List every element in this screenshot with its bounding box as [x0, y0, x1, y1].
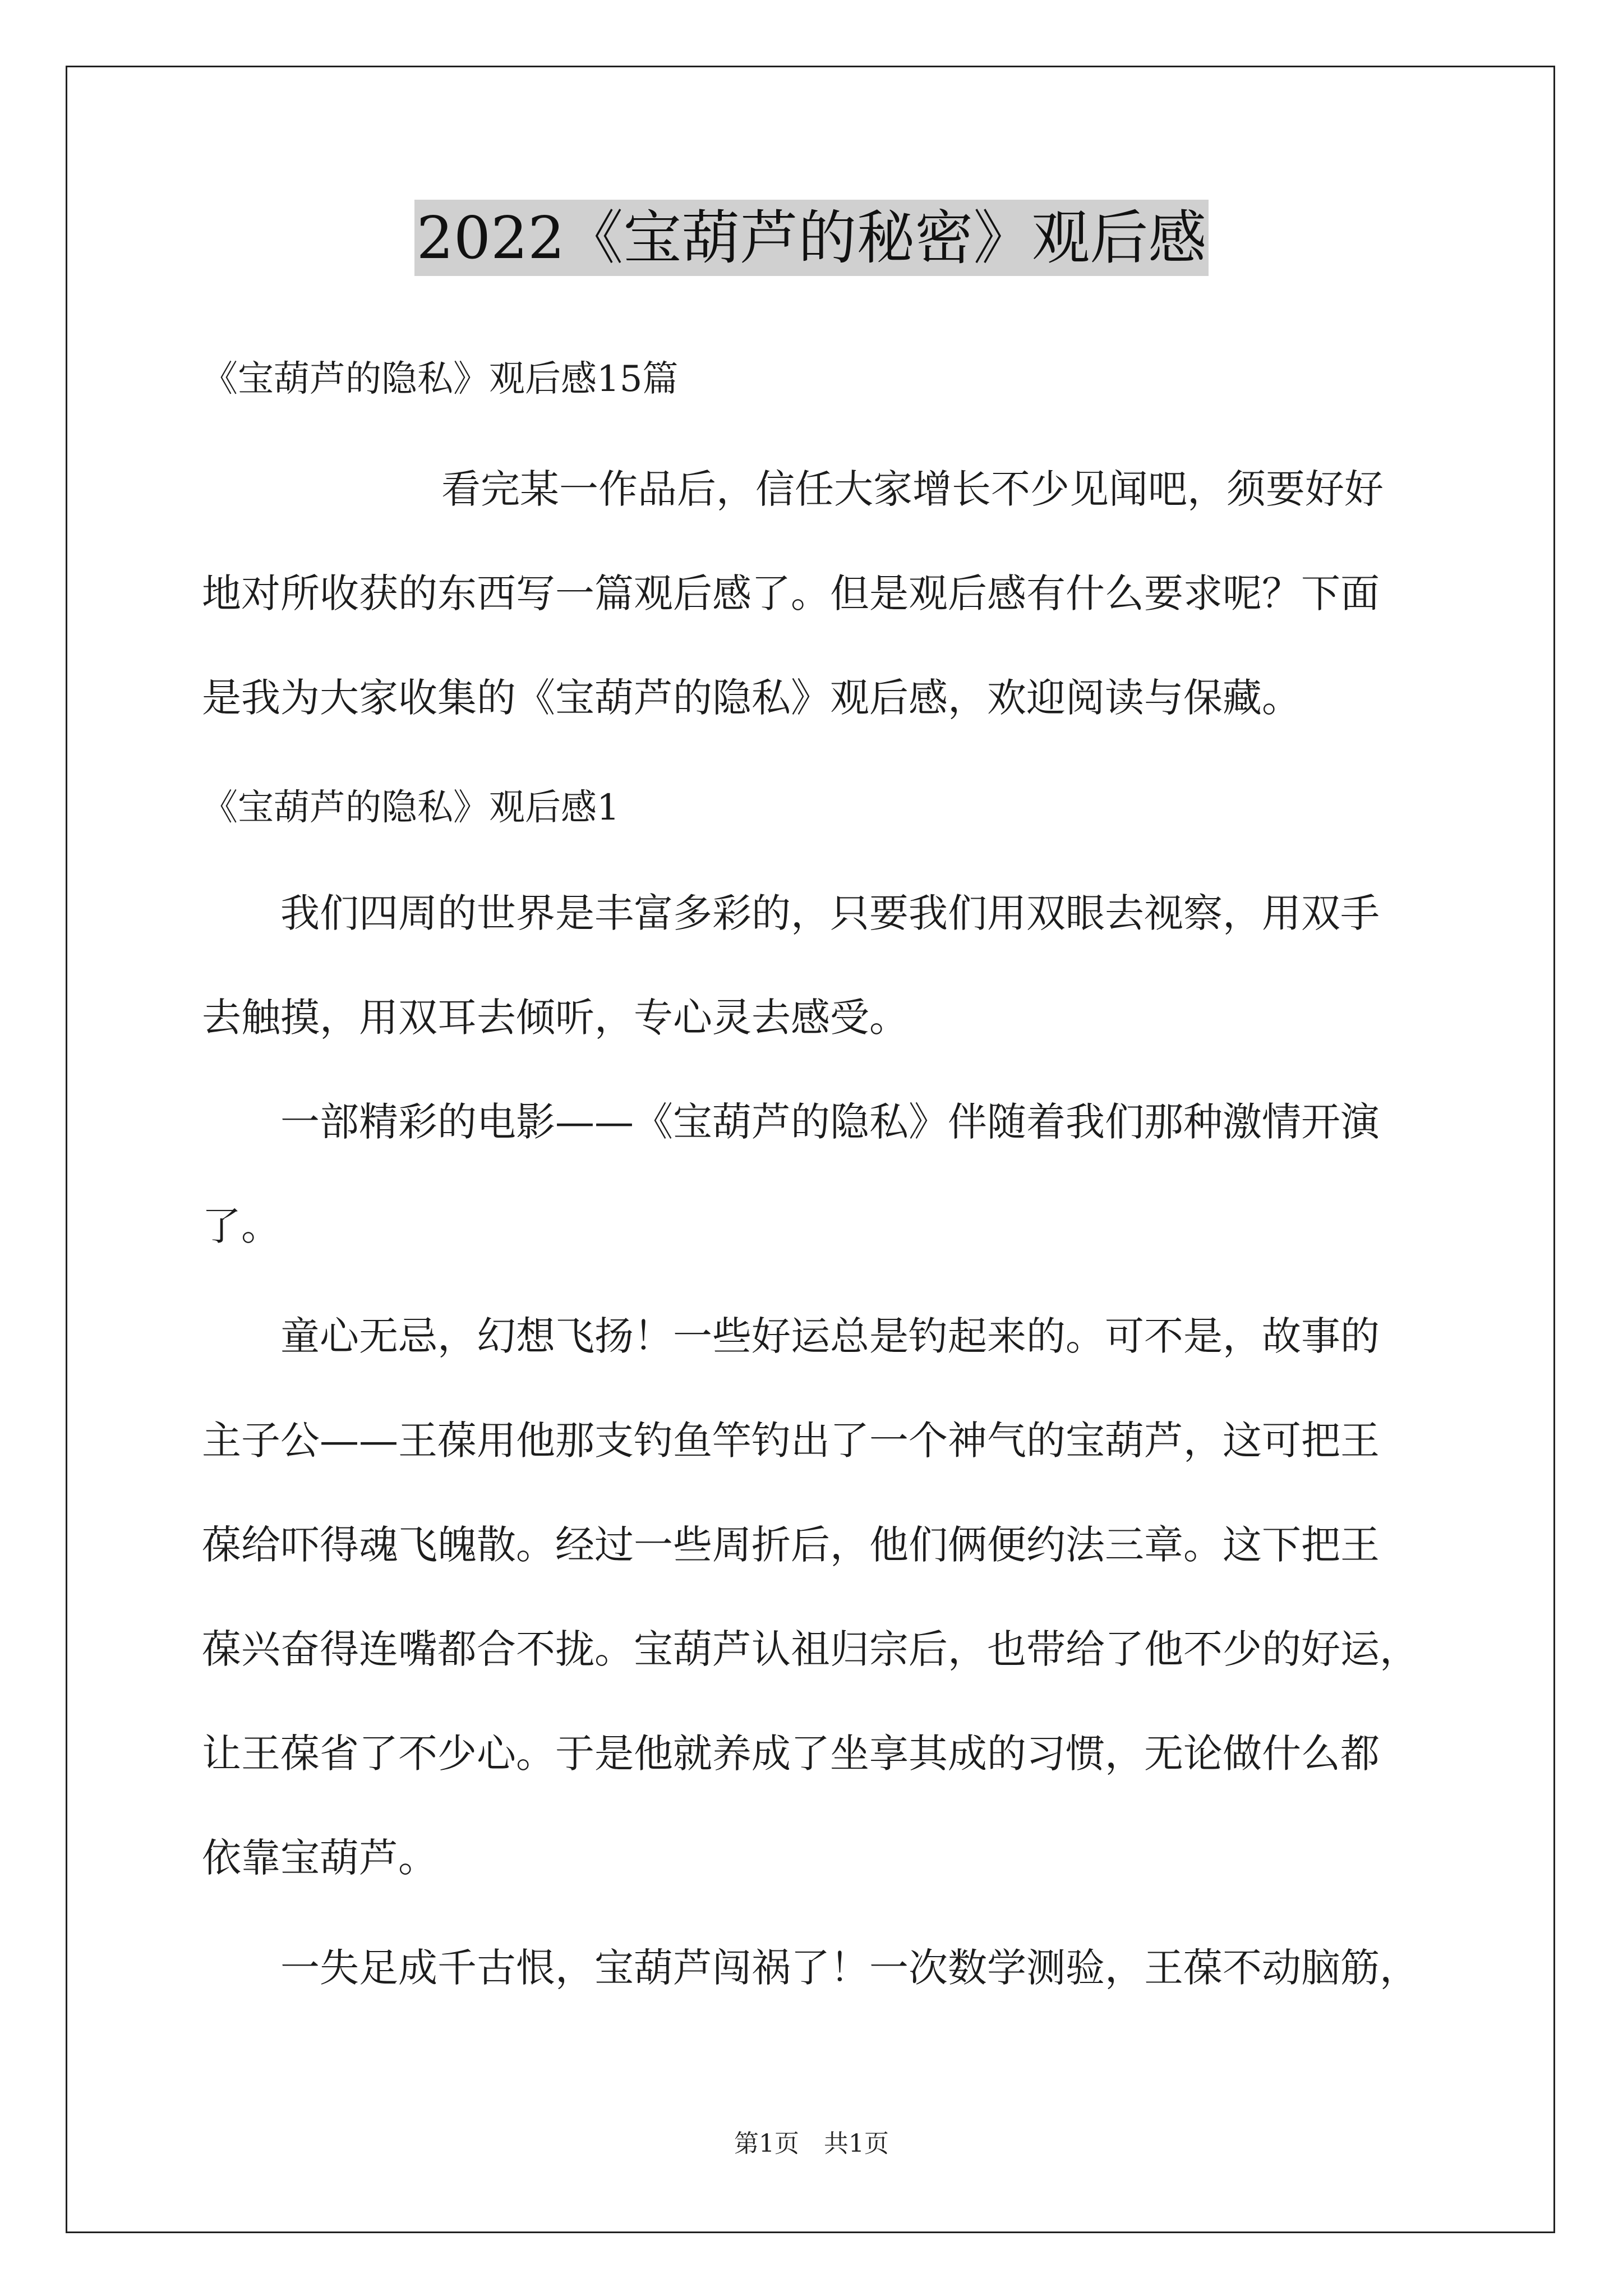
paragraph-line: 看完某一作品后，信任大家增长不少见闻吧，须要好好 — [441, 466, 1384, 512]
paragraph-line: 一失足成千古恨，宝葫芦闯祸了！一次数学测验，王葆不动脑筋， — [280, 1945, 1419, 1991]
paragraph-line: 依靠宝葫芦。 — [202, 1835, 437, 1881]
paragraph-line: 我们四周的世界是丰富多彩的，只要我们用双眼去视察，用双手 — [280, 890, 1380, 936]
paragraph-line: 童心无忌，幻想飞扬！一些好运总是钓起来的。可不是，故事的 — [280, 1313, 1380, 1359]
paragraph-line: 葆兴奋得连嘴都合不拢。宝葫芦认祖归宗后，也带给了他不少的好运， — [202, 1626, 1419, 1672]
page-footer: 第1页 共1页 — [734, 2129, 889, 2158]
paragraph-line: 葆给吓得魂飞魄散。经过一些周折后，他们俩便约法三章。这下把王 — [202, 1522, 1380, 1568]
paragraph-line: 是我为大家收集的《宝葫芦的隐私》观后感，欢迎阅读与保藏。 — [202, 675, 1301, 721]
subtitle-line: 《宝葫芦的隐私》观后感15篇 — [202, 358, 679, 400]
paragraph-line: 地对所收获的东西写一篇观后感了。但是观后感有什么要求呢？下面 — [202, 570, 1380, 616]
title-container — [0, 200, 1623, 276]
document-title: 2022《宝葫芦的秘密》观后感 — [414, 200, 1209, 276]
paragraph-line: 主子公——王葆用他那支钓鱼竿钓出了一个神气的宝葫芦，这可把王 — [202, 1418, 1380, 1464]
paragraph-line: 去触摸，用双耳去倾听，专心灵去感受。 — [202, 995, 909, 1041]
section-heading: 《宝葫芦的隐私》观后感1 — [202, 787, 620, 829]
paragraph-line: 一部精彩的电影——《宝葫芦的隐私》伴随着我们那种激情开演 — [280, 1099, 1380, 1145]
paragraph-line: 让王葆省了不少心。于是他就养成了坐享其成的习惯，无论做什么都 — [202, 1731, 1380, 1777]
paragraph-line: 了。 — [202, 1203, 280, 1249]
